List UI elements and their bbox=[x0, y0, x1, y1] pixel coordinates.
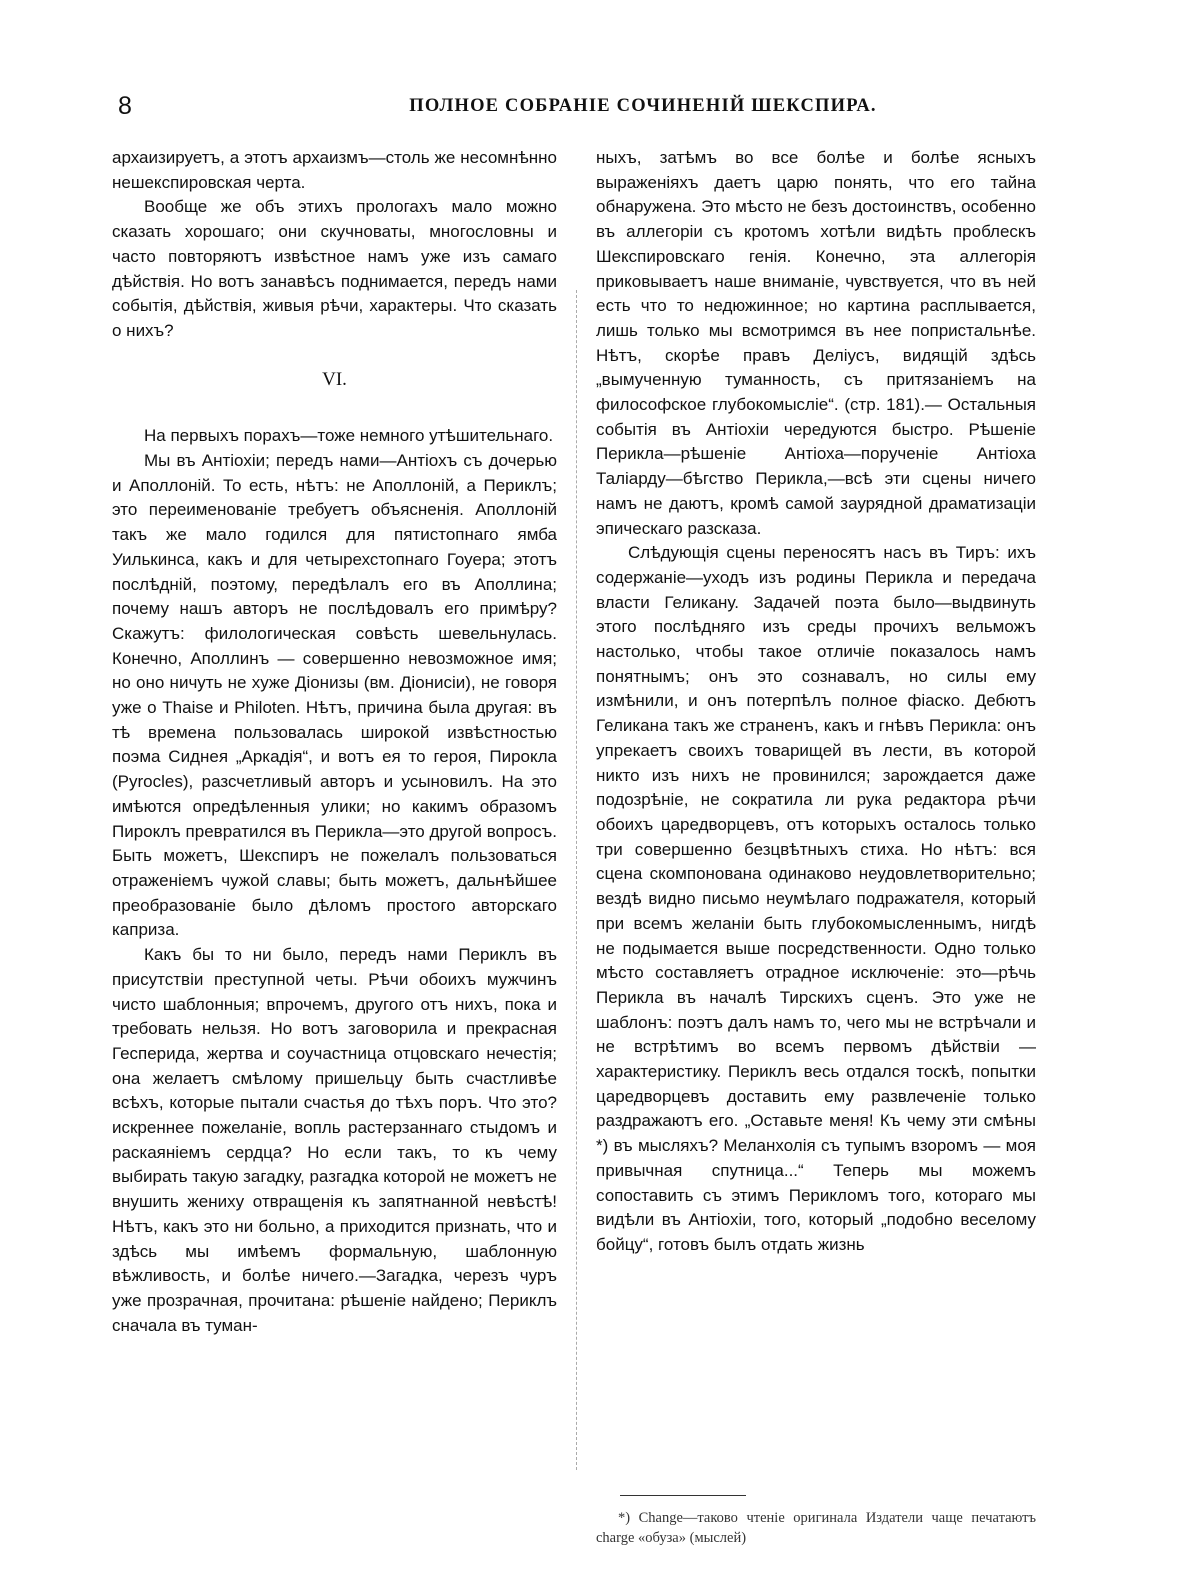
paragraph-continuation: ныхъ, затѣмъ во все болѣе и болѣе ясныхъ выраженіяхъ даетъ царю понять, что его тайна обнаружена. Это мѣсто не безъ достоинствъ, особенно въ аллегоріи съ кротомъ хотѣли видѣть проблескъ Шекспировскаго генія. Конечно, эта аллегорія приковываетъ наше вниманіе, чувствуется, что въ ней есть что то недюжинное; но картина расплывается, лишь только мы всмотримся въ нее попристальнѣе. Нѣтъ, скорѣе правъ Деліусъ, видящій здѣсь „вымученную туманность, съ притязаніемъ на философское глубокомысліе“. (стр. 181).— Остальныя событія въ Антіохіи чередуются быстро. Рѣшеніе Перикла—рѣшеніе Антіоха—порученіе Антіоха Таліарду—бѣгство Перикла,—всѣ эти сцены ничего намъ не даютъ, кромѣ самой заурядной драматизаціи эпическаго разсказа. bbox=[596, 148, 1036, 538]
running-head: ПОЛНОЕ СОБРАНІЕ СОЧИНЕНІЙ ШЕКСПИРА. bbox=[409, 96, 877, 116]
page-number: 8 bbox=[118, 92, 132, 120]
footnote-rule bbox=[620, 1495, 746, 1496]
paragraph: Какъ бы то ни было, передъ нами Периклъ въ присутствіи преступной четы. Рѣчи обоихъ мужчинъ чисто шаблонныя; впрочемъ, другого отъ нихъ, пока и требовать нельзя. Но вотъ заговорила и прекрасная Гесперида, жертва и соучастница отцовскаго нечестія; она желаетъ смѣлому пришельцу быть счастливѣе всѣхъ, которые пытали счастья до тѣхъ поръ. Что это? искреннее пожеланіе, вопль растерзаннаго стыдомъ и раскаяніемъ сердца? Но если такъ, то къ чему выбирать такую загадку, разгадка которой не можетъ не внушить жениху отвращенія къ запятнанной невѣстѣ! Нѣтъ, какъ это ни больно, а приходится признать, что и здѣсь мы имѣемъ формальную, шаблонную вѣжливость, и болѣе ничего.—Загадка, черезъ чуръ уже прозрачная, прочитана: рѣшеніе найдено; Периклъ сначала въ туман- bbox=[112, 945, 557, 1335]
paragraph: Мы въ Антіохіи; передъ нами—Антіохъ съ дочерью и Аполлоній. То есть, нѣтъ: не Аполлоній, а Периклъ; это переименованіе требуетъ объясненія. Аполлоній такъ же мало годился для пятистопнаго ямба Уилькинса, какъ и для четырехстопнаго Гоуера; этотъ послѣдній, поэтому, передѣлалъ его въ Аполлина; почему нашъ авторъ не послѣдовалъ его примѣру? Скажутъ: филологическая совѣсть шевельнулась. Конечно, Аполлинъ — совершенно невозможное имя; но оно ничуть не хуже Діонизы (вм. Діонисіи), не говоря уже о Thaise и Philoten. Нѣтъ, причина была другая: въ тѣ времена пользовалась широкой извѣстностью поэма Сиднея „Аркадія“, и вотъ ея то героя, Пирокла (Pyrocles), разсчетливый авторъ и усыновилъ. На это имѣются опредѣленныя улики; но какимъ образомъ Пироклъ превратился въ Перикла—это другой вопросъ. Быть можетъ, Шекспиръ не пожелалъ пользоваться отраженіемъ чужой славы; быть можетъ, дальнѣйшее преобразованіе было дѣломъ простого авторскаго каприза. bbox=[112, 451, 557, 940]
paragraph: На первыхъ порахъ—тоже немного утѣшительнаго. bbox=[144, 426, 554, 446]
page-header bbox=[118, 92, 1078, 132]
left-column bbox=[112, 146, 557, 1338]
column-divider bbox=[576, 290, 577, 1470]
section-heading: VI. bbox=[322, 368, 347, 390]
paragraph: Вообще же объ этихъ прологахъ мало можно сказать хорошаго; они скучноваты, многословны и часто повторяютъ извѣстное намъ уже изъ самаго дѣйствія. Но вотъ занавѣсъ поднимается, передъ нами событія, дѣйствія, живыя рѣчи, характеры. Что сказать о нихъ? bbox=[112, 197, 557, 340]
right-column bbox=[596, 146, 1036, 1258]
footnote: *) Change—таково чтеніе оригинала Издатели чаще печатаютъ charge «обуза» (мыслей) bbox=[596, 1510, 1036, 1546]
paragraph-continuation: архаизируетъ, а этотъ архаизмъ—столь же несомнѣнно нешекспировская черта. bbox=[112, 148, 557, 192]
paragraph: Слѣдующія сцены переносятъ насъ въ Тиръ: ихъ содержаніе—уходъ изъ родины Перикла и передача власти Геликану. Задачей поэта было—выдвинуть этого послѣдняго изъ среды прочихъ вельможъ настолько, чтобы такое отличіе показалось намъ понятнымъ; онъ это сознавалъ, но силы ему измѣнили, и онъ потерпѣлъ полное фіаско. Дебютъ Геликана такъ же страненъ, какъ и гнѣвъ Перикла: онъ упрекаетъ своихъ товарищей въ лести, въ которой никто изъ нихъ не провинился; зарождается даже подозрѣніе, не сократила ли рука редактора рѣчи обоихъ царедворцевъ, отъ которыхъ осталось только три совершенно безцвѣтныхъ стиха. Но нѣтъ: вся сцена скомпонована одинаково неудовлетворительно; вездѣ видно письмо неумѣлаго подражателя, который при всемъ желаніи быть глубокомысленнымъ, нигдѣ не подымается выше посредственности. Одно только мѣсто составляетъ отрадное исключеніе: это—рѣчь Перикла въ началѣ Тирскихъ сценъ. Это уже не шаблонъ: поэтъ далъ намъ то, чего мы не встрѣчали и не встрѣтимъ во всемъ первомъ дѣйствіи — характеристику. Периклъ весь отдался тоскѣ, попытки царедворцевъ доставить ему развлеченіе только раздражаютъ его. „Оставьте меня! Къ чему эти смѣны *) въ мысляхъ? Меланхолія съ тупымъ взоромъ — моя привычная спутница...“ Теперь мы можемъ сопоставить съ этимъ Перикломъ того, котораго мы видѣли въ Антіохіи, того, который „подобно веселому бойцу“, готовъ былъ отдать жизнь bbox=[596, 543, 1036, 1254]
